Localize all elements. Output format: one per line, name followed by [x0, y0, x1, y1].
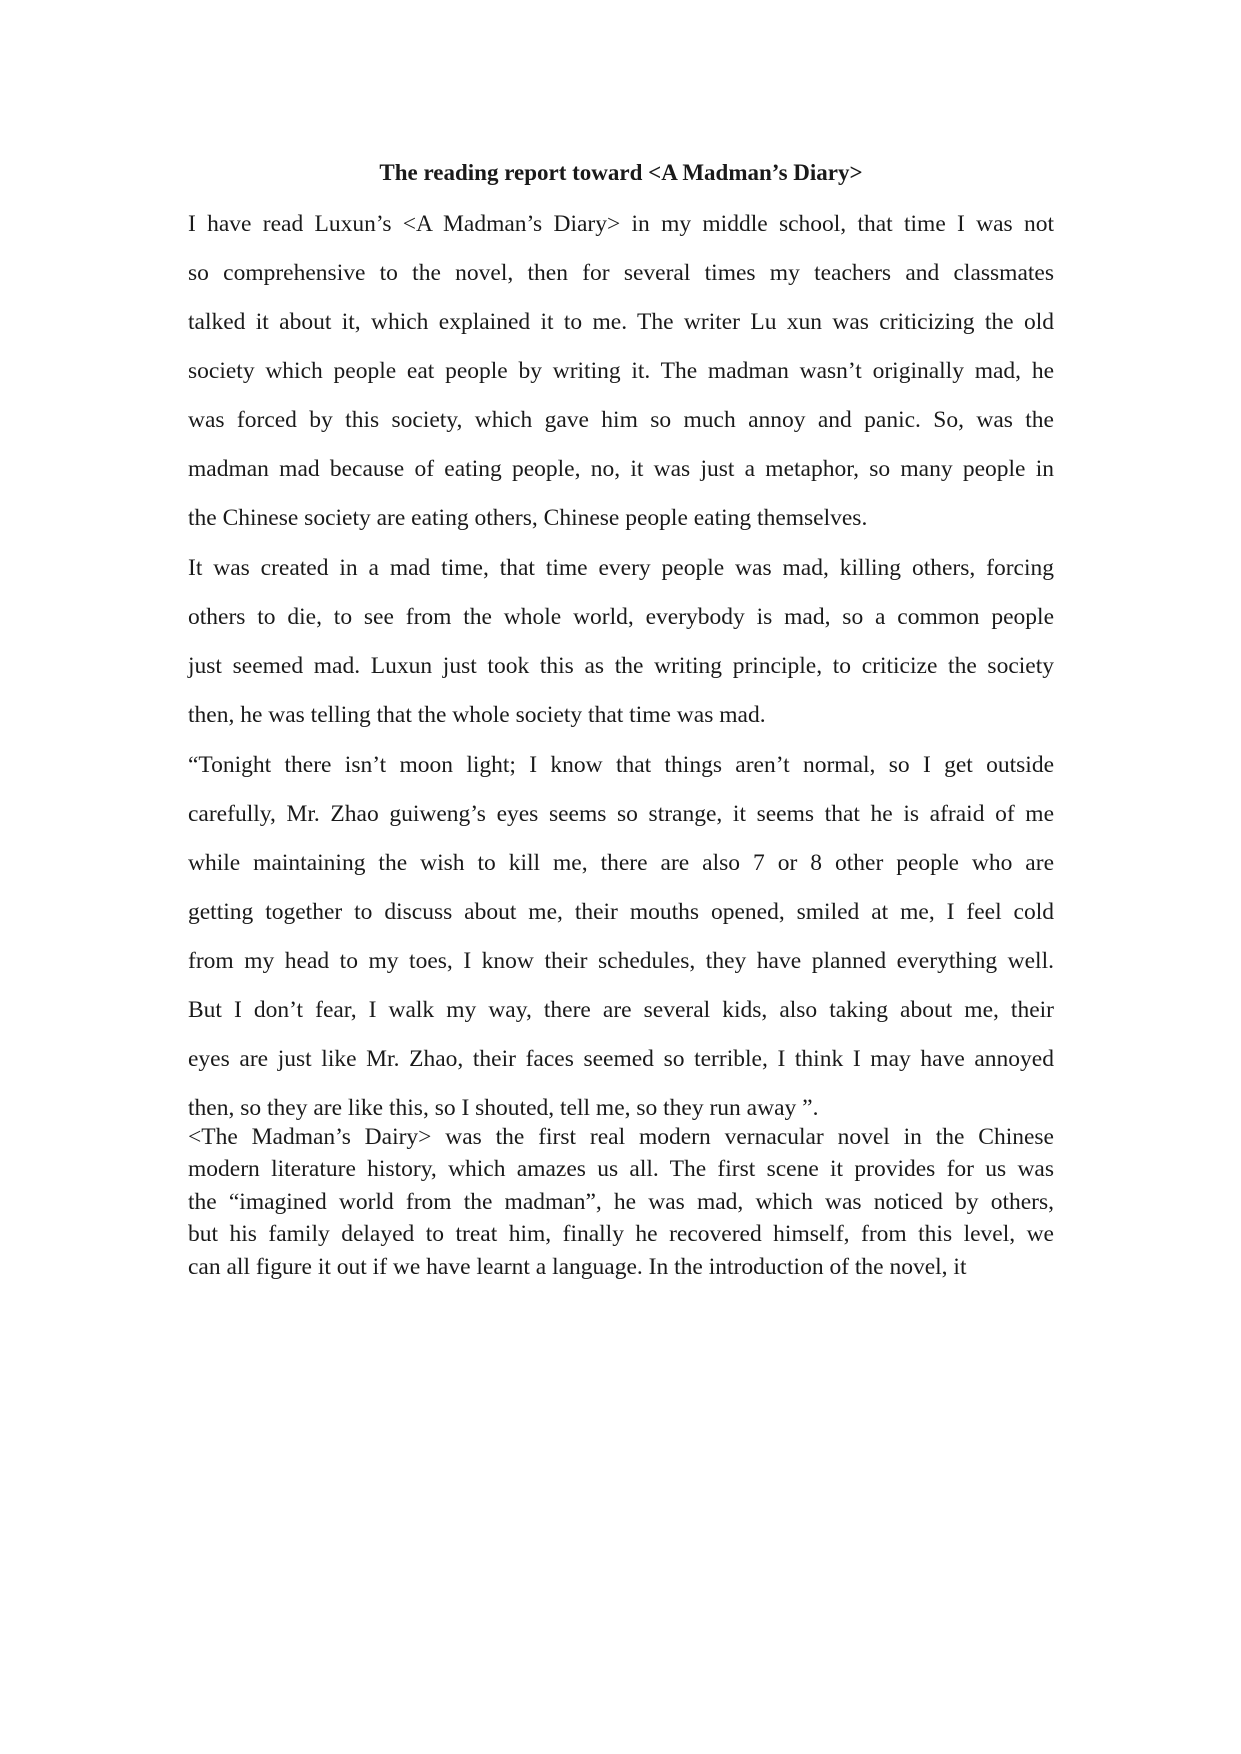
text-line: <The Madman’s Dairy> was the first real modern vernacular novel in the Chinese: [188, 1124, 1054, 1150]
text-line: can all figure it out if we have learnt a language. In the introduction of the novel, it: [188, 1253, 967, 1280]
text-line: madman mad because of eating people, no, it was just a metaphor, so many people in: [188, 456, 1054, 482]
text-line: talked it about it, which explained it to me. The writer Lu xun was criticizing the old: [188, 309, 1054, 335]
text-line: carefully, Mr. Zhao guiweng’s eyes seems so strange, it seems that he is afraid of me: [188, 801, 1054, 827]
text-line: then, so they are like this, so I shouted, tell me, so they run away ”.: [188, 1095, 819, 1121]
paragraph-3: [188, 741, 1054, 1133]
text-line: then, he was telling that the whole society that time was mad.: [188, 702, 766, 728]
text-line: was forced by this society, which gave him so much annoy and panic. So, was the: [188, 407, 1054, 433]
text-line: society which people eat people by writing it. The madman wasn’t originally mad, he: [188, 358, 1054, 384]
text-line: so comprehensive to the novel, then for several times my teachers and classmates: [188, 260, 1054, 286]
text-line: eyes are just like Mr. Zhao, their faces seemed so terrible, I think I may have annoyed: [188, 1046, 1054, 1072]
text-line: just seemed mad. Luxun just took this as the writing principle, to criticize the society: [188, 653, 1054, 679]
paragraph-2: [188, 544, 1054, 740]
text-line: but his family delayed to treat him, finally he recovered himself, from this level, we: [188, 1221, 1054, 1248]
document-title: The reading report toward <A Madman’s Diary>: [379, 160, 863, 185]
paragraph-1: [188, 200, 1054, 543]
text-line: while maintaining the wish to kill me, there are also 7 or 8 other people who are: [188, 850, 1054, 876]
text-line: others to die, to see from the whole world, everybody is mad, so a common people: [188, 604, 1054, 630]
text-line: But I don’t fear, I walk my way, there are several kids, also taking about me, their: [188, 997, 1054, 1023]
text-line: “Tonight there isn’t moon light; I know that things aren’t normal, so I get outside: [188, 752, 1054, 778]
text-line: I have read Luxun’s <A Madman’s Diary> in my middle school, that time I was not: [188, 211, 1054, 237]
paragraph-4: [188, 1121, 1054, 1283]
text-line: from my head to my toes, I know their schedules, they have planned everything well.: [188, 948, 1054, 974]
text-line: It was created in a mad time, that time every people was mad, killing others, forcing: [188, 555, 1054, 581]
text-line: the Chinese society are eating others, Chinese people eating themselves.: [188, 505, 868, 531]
text-line: the “imagined world from the madman”, he was mad, which was noticed by others,: [188, 1188, 1054, 1215]
text-line: modern literature history, which amazes us all. The first scene it provides for us was: [188, 1156, 1054, 1183]
text-line: getting together to discuss about me, their mouths opened, smiled at me, I feel cold: [188, 899, 1054, 925]
